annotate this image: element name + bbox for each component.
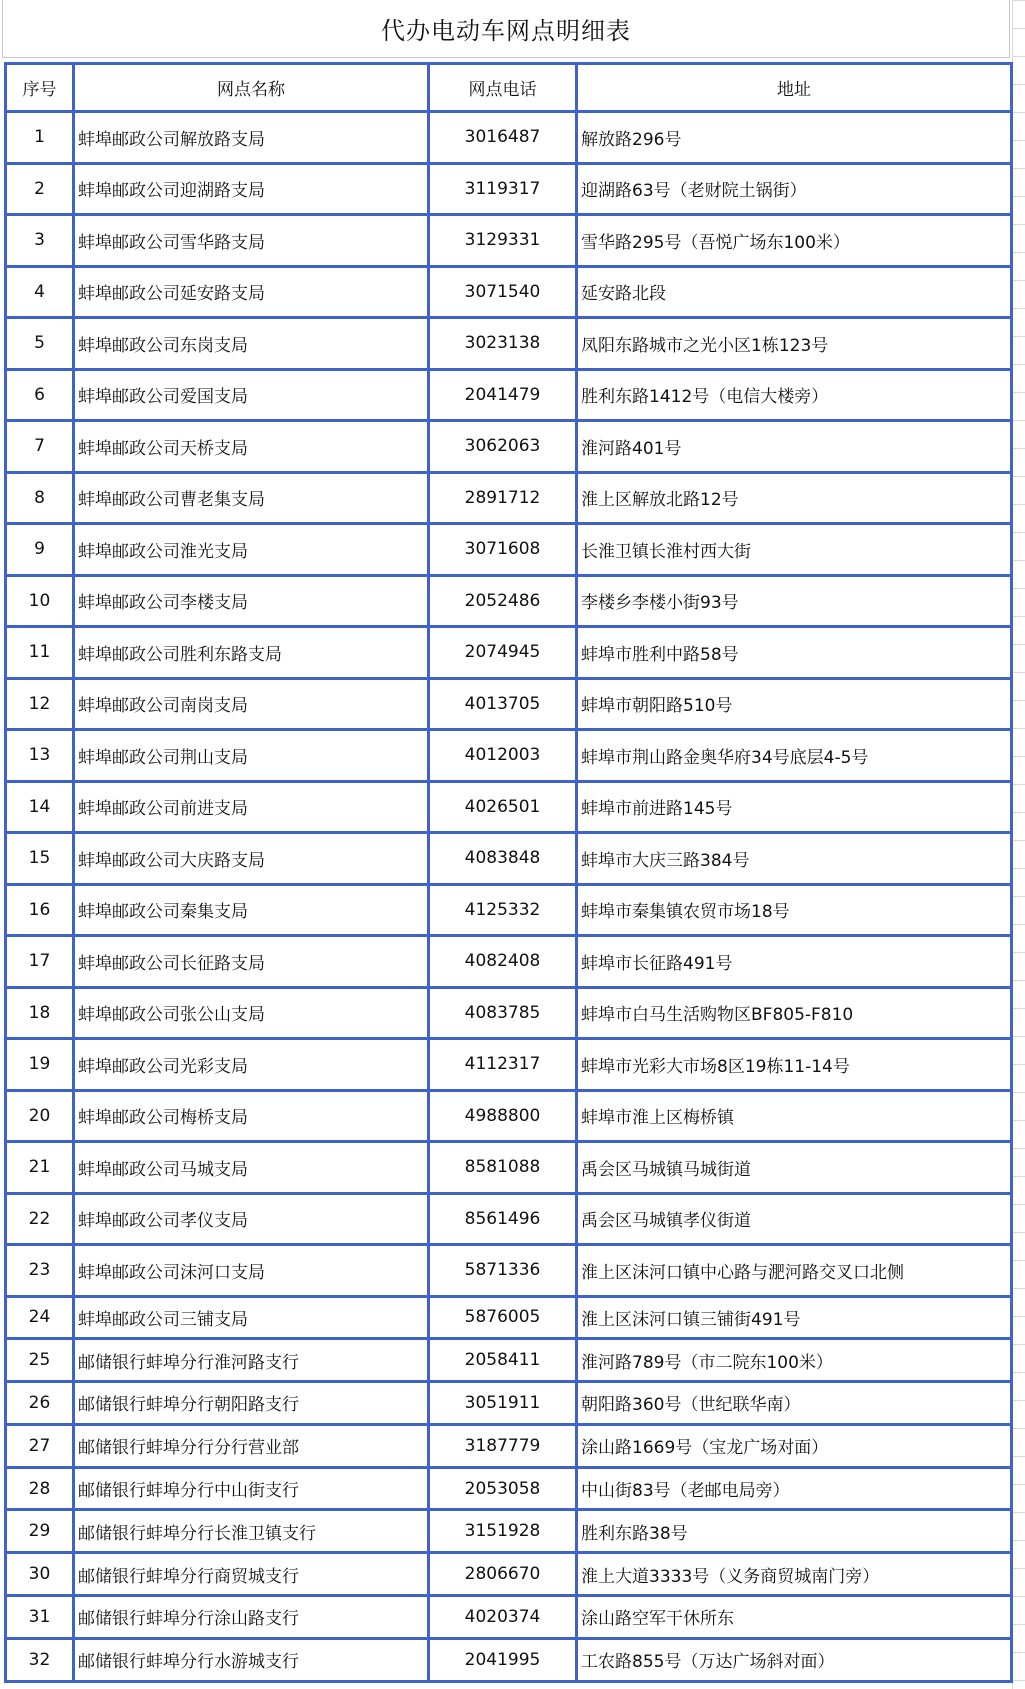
row-seq: 9 bbox=[7, 525, 75, 577]
row-address: 蚌埠市前进路145号 bbox=[578, 783, 1013, 835]
table-row bbox=[7, 1092, 1013, 1144]
row-seq: 19 bbox=[7, 1040, 75, 1092]
row-outlet-phone: 8581088 bbox=[430, 1143, 578, 1195]
row-seq: 27 bbox=[7, 1426, 75, 1469]
row-outlet-name: 蚌埠邮政公司前进支局 bbox=[75, 783, 430, 835]
row-address: 淮河路401号 bbox=[578, 422, 1013, 474]
table-row bbox=[7, 1246, 1013, 1298]
row-outlet-name: 蚌埠邮政公司南岗支局 bbox=[75, 680, 430, 732]
row-outlet-name: 蚌埠邮政公司迎湖路支局 bbox=[75, 165, 430, 217]
row-seq: 8 bbox=[7, 474, 75, 526]
row-outlet-name: 蚌埠邮政公司张公山支局 bbox=[75, 989, 430, 1041]
row-address: 凤阳东路城市之光小区1栋123号 bbox=[578, 319, 1013, 371]
row-outlet-name: 蚌埠邮政公司大庆路支局 bbox=[75, 834, 430, 886]
row-address: 蚌埠市荆山路金奥华府34号底层4-5号 bbox=[578, 731, 1013, 783]
row-address: 淮上区解放北路12号 bbox=[578, 474, 1013, 526]
page-title: 代办电动车网点明细表 bbox=[2, 0, 1010, 58]
row-outlet-phone: 4082408 bbox=[430, 937, 578, 989]
row-address: 蚌埠市白马生活购物区BF805-F810 bbox=[578, 989, 1013, 1041]
row-outlet-phone: 2074945 bbox=[430, 628, 578, 680]
row-outlet-phone: 2052486 bbox=[430, 577, 578, 629]
row-outlet-name: 蚌埠邮政公司雪华路支局 bbox=[75, 216, 430, 268]
row-outlet-name: 蚌埠邮政公司三铺支局 bbox=[75, 1298, 430, 1341]
row-outlet-phone: 3051911 bbox=[430, 1383, 578, 1426]
row-address: 李楼乡李楼小街93号 bbox=[578, 577, 1013, 629]
row-outlet-phone: 4013705 bbox=[430, 680, 578, 732]
row-seq: 13 bbox=[7, 731, 75, 783]
table-row bbox=[7, 1511, 1013, 1554]
row-seq: 7 bbox=[7, 422, 75, 474]
row-seq: 1 bbox=[7, 113, 75, 165]
table-row bbox=[7, 1426, 1013, 1469]
row-outlet-name: 邮储银行蚌埠分行朝阳路支行 bbox=[75, 1383, 430, 1426]
header-outlet-phone: 网点电话 bbox=[430, 65, 578, 113]
row-outlet-name: 蚌埠邮政公司李楼支局 bbox=[75, 577, 430, 629]
row-outlet-phone: 4026501 bbox=[430, 783, 578, 835]
table-row bbox=[7, 680, 1013, 732]
row-address: 蚌埠市长征路491号 bbox=[578, 937, 1013, 989]
table-row bbox=[7, 525, 1013, 577]
row-outlet-name: 蚌埠邮政公司爱国支局 bbox=[75, 371, 430, 423]
table-row bbox=[7, 371, 1013, 423]
row-outlet-name: 蚌埠邮政公司曹老集支局 bbox=[75, 474, 430, 526]
row-outlet-phone: 4125332 bbox=[430, 886, 578, 938]
row-address: 淮上区沫河口镇三铺街491号 bbox=[578, 1298, 1013, 1341]
row-seq: 6 bbox=[7, 371, 75, 423]
row-outlet-name: 邮储银行蚌埠分行长淮卫镇支行 bbox=[75, 1511, 430, 1554]
row-address: 蚌埠市朝阳路510号 bbox=[578, 680, 1013, 732]
row-outlet-phone: 3187779 bbox=[430, 1426, 578, 1469]
row-outlet-phone: 2891712 bbox=[430, 474, 578, 526]
row-outlet-phone: 4083848 bbox=[430, 834, 578, 886]
row-seq: 26 bbox=[7, 1383, 75, 1426]
row-outlet-phone: 3071608 bbox=[430, 525, 578, 577]
table-row bbox=[7, 1469, 1013, 1512]
row-seq: 20 bbox=[7, 1092, 75, 1144]
table-row bbox=[7, 1597, 1013, 1640]
row-address: 朝阳路360号（世纪联华南） bbox=[578, 1383, 1013, 1426]
row-address: 解放路296号 bbox=[578, 113, 1013, 165]
table-row bbox=[7, 319, 1013, 371]
header-address: 地址 bbox=[578, 65, 1013, 113]
row-address: 长淮卫镇长淮村西大街 bbox=[578, 525, 1013, 577]
row-outlet-name: 蚌埠邮政公司梅桥支局 bbox=[75, 1092, 430, 1144]
table-row bbox=[7, 783, 1013, 835]
table-row bbox=[7, 1554, 1013, 1597]
row-seq: 15 bbox=[7, 834, 75, 886]
row-outlet-phone: 5876005 bbox=[430, 1298, 578, 1341]
row-outlet-phone: 3151928 bbox=[430, 1511, 578, 1554]
outlet-table bbox=[4, 62, 1013, 1683]
table-row bbox=[7, 834, 1013, 886]
header-outlet-name: 网点名称 bbox=[75, 65, 430, 113]
row-outlet-phone: 5871336 bbox=[430, 1246, 578, 1298]
row-outlet-phone: 3062063 bbox=[430, 422, 578, 474]
row-seq: 18 bbox=[7, 989, 75, 1041]
row-outlet-name: 邮储银行蚌埠分行水游城支行 bbox=[75, 1640, 430, 1683]
table-row bbox=[7, 1340, 1013, 1383]
row-outlet-name: 蚌埠邮政公司荆山支局 bbox=[75, 731, 430, 783]
row-address: 蚌埠市淮上区梅桥镇 bbox=[578, 1092, 1013, 1144]
row-address: 蚌埠市秦集镇农贸市场18号 bbox=[578, 886, 1013, 938]
row-address: 蚌埠市胜利中路58号 bbox=[578, 628, 1013, 680]
header-seq: 序号 bbox=[7, 65, 75, 113]
row-address: 中山街83号（老邮电局旁） bbox=[578, 1469, 1013, 1512]
row-seq: 17 bbox=[7, 937, 75, 989]
table-row bbox=[7, 1640, 1013, 1683]
row-seq: 5 bbox=[7, 319, 75, 371]
row-seq: 28 bbox=[7, 1469, 75, 1512]
row-outlet-phone: 3119317 bbox=[430, 165, 578, 217]
table-row bbox=[7, 113, 1013, 165]
row-seq: 4 bbox=[7, 268, 75, 320]
row-seq: 12 bbox=[7, 680, 75, 732]
table-row bbox=[7, 474, 1013, 526]
row-outlet-name: 邮储银行蚌埠分行涂山路支行 bbox=[75, 1597, 430, 1640]
row-address: 雪华路295号（吾悦广场东100米） bbox=[578, 216, 1013, 268]
row-outlet-phone: 2041995 bbox=[430, 1640, 578, 1683]
row-outlet-phone: 4020374 bbox=[430, 1597, 578, 1640]
row-address: 淮河路789号（市二院东100米） bbox=[578, 1340, 1013, 1383]
row-seq: 22 bbox=[7, 1195, 75, 1247]
row-outlet-phone: 8561496 bbox=[430, 1195, 578, 1247]
row-outlet-name: 蚌埠邮政公司淮光支局 bbox=[75, 525, 430, 577]
row-address: 胜利东路38号 bbox=[578, 1511, 1013, 1554]
row-address: 禹会区马城镇孝仪街道 bbox=[578, 1195, 1013, 1247]
row-seq: 3 bbox=[7, 216, 75, 268]
table-row bbox=[7, 422, 1013, 474]
row-outlet-name: 邮储银行蚌埠分行淮河路支行 bbox=[75, 1340, 430, 1383]
table-row bbox=[7, 628, 1013, 680]
table-row bbox=[7, 577, 1013, 629]
table-row bbox=[7, 1143, 1013, 1195]
table-header-row bbox=[7, 65, 1013, 113]
row-seq: 30 bbox=[7, 1554, 75, 1597]
background-gridlines bbox=[1012, 0, 1025, 1689]
row-seq: 2 bbox=[7, 165, 75, 217]
row-address: 淮上大道3333号（义务商贸城南门旁） bbox=[578, 1554, 1013, 1597]
table-row bbox=[7, 165, 1013, 217]
row-address: 淮上区沫河口镇中心路与淝河路交叉口北侧 bbox=[578, 1246, 1013, 1298]
table-row bbox=[7, 989, 1013, 1041]
row-seq: 25 bbox=[7, 1340, 75, 1383]
row-outlet-name: 蚌埠邮政公司沫河口支局 bbox=[75, 1246, 430, 1298]
table-row bbox=[7, 937, 1013, 989]
row-outlet-phone: 2041479 bbox=[430, 371, 578, 423]
row-address: 禹会区马城镇马城街道 bbox=[578, 1143, 1013, 1195]
row-address: 蚌埠市大庆三路384号 bbox=[578, 834, 1013, 886]
row-outlet-name: 蚌埠邮政公司孝仪支局 bbox=[75, 1195, 430, 1247]
row-address: 工农路855号（万达广场斜对面） bbox=[578, 1640, 1013, 1683]
row-seq: 10 bbox=[7, 577, 75, 629]
row-outlet-name: 蚌埠邮政公司延安路支局 bbox=[75, 268, 430, 320]
row-outlet-name: 邮储银行蚌埠分行中山街支行 bbox=[75, 1469, 430, 1512]
row-outlet-phone: 2058411 bbox=[430, 1340, 578, 1383]
table-row bbox=[7, 216, 1013, 268]
table-row bbox=[7, 1195, 1013, 1247]
row-outlet-name: 邮储银行蚌埠分行商贸城支行 bbox=[75, 1554, 430, 1597]
row-outlet-phone: 2053058 bbox=[430, 1469, 578, 1512]
row-address: 涂山路1669号（宝龙广场对面） bbox=[578, 1426, 1013, 1469]
row-outlet-name: 蚌埠邮政公司光彩支局 bbox=[75, 1040, 430, 1092]
row-address: 蚌埠市光彩大市场8区19栋11-14号 bbox=[578, 1040, 1013, 1092]
row-outlet-name: 蚌埠邮政公司秦集支局 bbox=[75, 886, 430, 938]
row-seq: 14 bbox=[7, 783, 75, 835]
row-address: 胜利东路1412号（电信大楼旁） bbox=[578, 371, 1013, 423]
row-outlet-phone: 4012003 bbox=[430, 731, 578, 783]
row-outlet-phone: 3071540 bbox=[430, 268, 578, 320]
table-row bbox=[7, 886, 1013, 938]
row-seq: 31 bbox=[7, 1597, 75, 1640]
table-row bbox=[7, 1298, 1013, 1341]
row-outlet-name: 蚌埠邮政公司长征路支局 bbox=[75, 937, 430, 989]
row-outlet-name: 蚌埠邮政公司天桥支局 bbox=[75, 422, 430, 474]
row-outlet-name: 蚌埠邮政公司胜利东路支局 bbox=[75, 628, 430, 680]
row-seq: 23 bbox=[7, 1246, 75, 1298]
row-seq: 11 bbox=[7, 628, 75, 680]
row-outlet-phone: 2806670 bbox=[430, 1554, 578, 1597]
row-seq: 16 bbox=[7, 886, 75, 938]
row-seq: 32 bbox=[7, 1640, 75, 1683]
row-address: 迎湖路63号（老财院土锅街） bbox=[578, 165, 1013, 217]
row-outlet-phone: 4988800 bbox=[430, 1092, 578, 1144]
row-address: 延安路北段 bbox=[578, 268, 1013, 320]
row-seq: 29 bbox=[7, 1511, 75, 1554]
row-outlet-phone: 3016487 bbox=[430, 113, 578, 165]
row-outlet-phone: 3129331 bbox=[430, 216, 578, 268]
row-outlet-name: 蚌埠邮政公司解放路支局 bbox=[75, 113, 430, 165]
row-seq: 21 bbox=[7, 1143, 75, 1195]
table-row bbox=[7, 268, 1013, 320]
row-outlet-name: 邮储银行蚌埠分行分行营业部 bbox=[75, 1426, 430, 1469]
row-outlet-name: 蚌埠邮政公司马城支局 bbox=[75, 1143, 430, 1195]
table-row bbox=[7, 1040, 1013, 1092]
table-row bbox=[7, 731, 1013, 783]
row-outlet-phone: 4083785 bbox=[430, 989, 578, 1041]
row-outlet-phone: 3023138 bbox=[430, 319, 578, 371]
row-seq: 24 bbox=[7, 1298, 75, 1341]
row-outlet-name: 蚌埠邮政公司东岗支局 bbox=[75, 319, 430, 371]
row-outlet-phone: 4112317 bbox=[430, 1040, 578, 1092]
table-row bbox=[7, 1383, 1013, 1426]
row-address: 涂山路空军干休所东 bbox=[578, 1597, 1013, 1640]
